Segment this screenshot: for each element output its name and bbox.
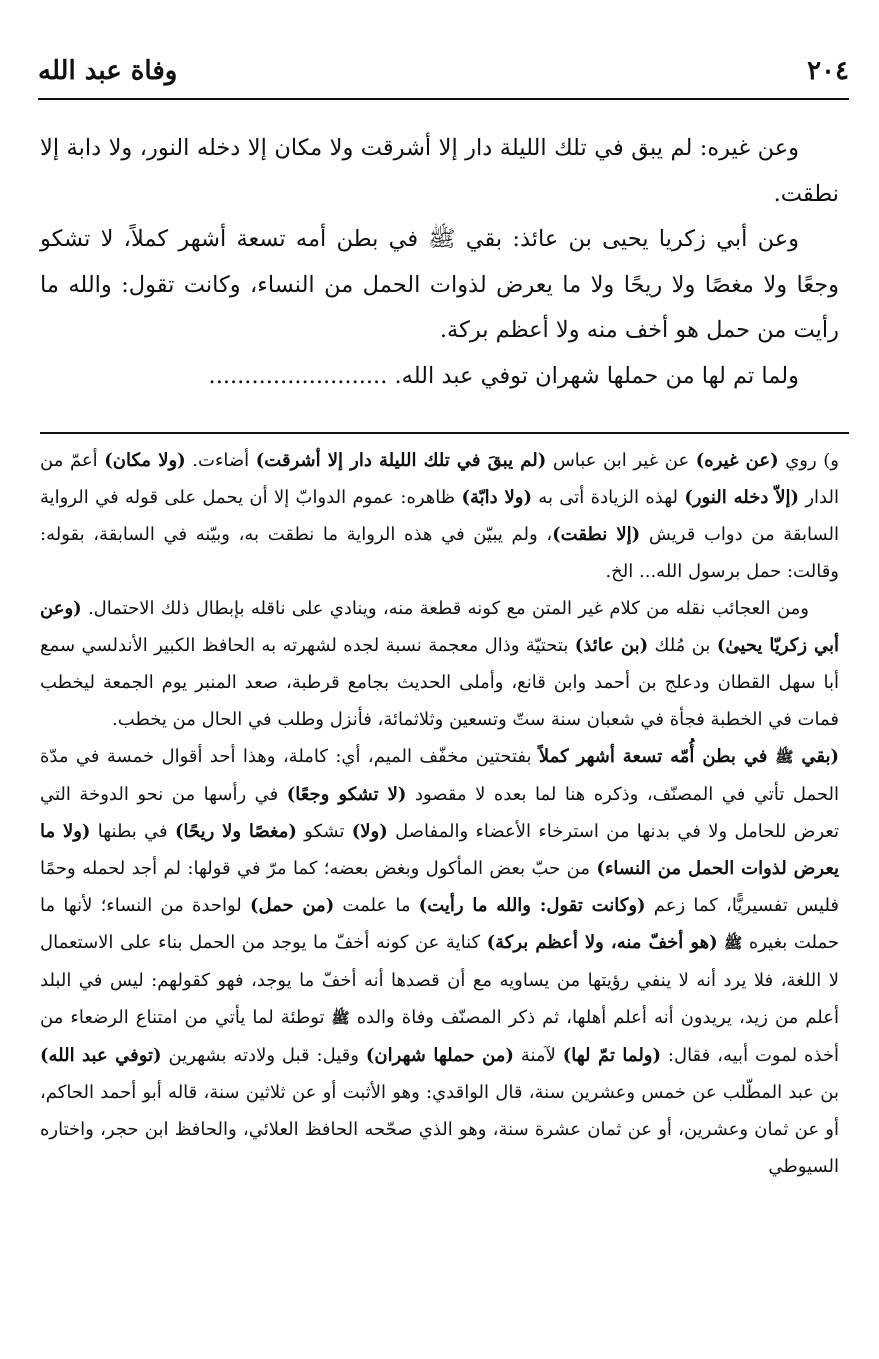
commentary-paragraph — [40, 442, 839, 590]
commentary-paragraph — [40, 738, 839, 1185]
quoted-phrase: (وعن أبي زكريّا يحيىٰ) — [40, 598, 839, 656]
quoted-phrase: (ولا) — [351, 821, 388, 842]
running-title: وفاة عبد الله — [38, 56, 178, 86]
commentary-text: في رأسها من نحو الدوخة التي تعرض للحامل ولا في بدنها من استرخاء الأعضاء والمفاصل — [40, 784, 839, 842]
commentary-text: وقيل: قبل ولادته بشهرين — [161, 1045, 366, 1066]
commentary-text: أضاءت. — [185, 450, 256, 471]
quoted-phrase: (وكانت تقول: والله ما رأيت) — [418, 895, 646, 916]
commentary-paragraph — [40, 590, 839, 738]
quoted-phrase: (ولما تمّ لها) — [562, 1045, 662, 1066]
quoted-phrase: (من حمل) — [249, 895, 335, 916]
salla-ligature: ﷺ — [775, 748, 794, 766]
main-text-paragraph: وعن غيره: لم يبق في تلك الليلة دار إلا أشرقت ولا مكان إلا دخله النور، ولا دابة إلا نطقت. — [40, 135, 839, 207]
quoted-phrase: (إلا نطقت) — [552, 524, 641, 545]
main-text-paragraph: ولما تم لها من حملها شهران توفي عبد الله. ......................... — [208, 362, 799, 389]
quoted-phrase: (ولا دابّة) — [461, 487, 532, 508]
commentary — [40, 442, 839, 1185]
commentary-text: ، ولم يبيّن في هذه الرواية ما نطقت به، وبيّنه في السابقة، بقوله: وقالت: حمل برسول الله... الخ. — [40, 524, 839, 582]
salla-ligature: ﷺ — [331, 1009, 350, 1027]
commentary-text: ظاهره: عموم الدوابّ إلا أن يحمل على قوله في الرواية السابقة من دواب قريش — [40, 487, 840, 545]
quoted-phrase: (إلاّ دخله النور) — [684, 487, 800, 508]
commentary-text: تشكو — [296, 821, 352, 842]
commentary-text: ما علمت — [334, 895, 419, 916]
page-number: ٢٠٤ — [807, 56, 849, 86]
commentary-text: بن عبد المطّلب عن خمس وعشرين سنة، قال الواقدي: وهو الأثبت أو عن ثلاثين سنة، قاله أبو أحمد الحاكم، أو عن ثمان وعشرين، أو عن ثمان عشرة سنة، وهو الذي صحّحه الحافظ العلائي، والحافظ ابن حجر، واختاره السيوطي — [40, 1082, 839, 1177]
quoted-phrase: (مغصًا ولا ريحًا) — [174, 821, 297, 842]
quoted-phrase: (لا تشكو وجعًا) — [286, 784, 407, 805]
commentary-text: في بطنها — [90, 821, 175, 842]
commentary-text: لواحدة من النساء؛ لأنها ما حملت بغيره — [40, 895, 839, 953]
quoted-phrase: (لم يبقَ في تلك الليلة دار إلا أشرقت) — [255, 450, 547, 471]
main-text — [40, 126, 839, 399]
commentary-text: كناية عن كونه أخفّ ما يوجد من الحمل بناء على الاستعمال لا اللغة، فلا يرد أنه لا ينفي رؤيتها من يساويه مع أن قصدها أنه أخفّ ما يوجد، فهو كقولهم: ليس في البلد أعلم من زيد، يريدون أنه أعلم أهلها، ثم ذكر المصنّف وفاة والده — [40, 932, 840, 1028]
salla-ligature: ﷺ — [724, 934, 743, 952]
quoted-phrase: (بقي — [793, 746, 840, 767]
page-header — [38, 52, 849, 100]
quoted-phrase: (ولا مكان) — [104, 450, 186, 471]
commentary-text: بن مُلك — [648, 635, 717, 656]
quoted-phrase: (ولا ما يعرض لذوات الحمل من النساء) — [40, 821, 840, 879]
quoted-phrase: (هو أخفّ منه، ولا أعظم بركة) — [486, 932, 718, 953]
commentary-text: لهذه الزيادة أتى به — [531, 487, 685, 508]
quoted-phrase: (من حملها شهران) — [365, 1045, 514, 1066]
commentary-text: من حبّ بعض المأكول وبغض بعضه؛ كما مرّ في قولها: لم أجد لحمله وحمًا فليس تفسيريًّا، كما زعم — [40, 858, 840, 916]
commentary-text: عن غير ابن عباس — [546, 450, 696, 471]
commentary-text: و) روي — [778, 450, 839, 471]
commentary-text: بتحتيّة وذال معجمة نسبة لجده لشهرته به الحافظ الكبير الأندلسي سمع أبا سهل القطان ودعلج بن أحمد وابن قانع، وأملى الحديث بجامع قرطبة، صعد المنبر يوم الجمعة ليخطب فمات في الخطبة فجأة في شعبان سنة ستّ وتسعين وثلاثمائة، فأنزل وطلب في الحال من يخطب. — [40, 635, 839, 730]
commentary-text: توطئة لما يأتي من امتناع الرضعاء من أخذه لموت أبيه، فقال: — [40, 1007, 840, 1066]
commentary-text: لآمنة — [513, 1045, 563, 1066]
text-commentary-divider — [40, 432, 849, 434]
commentary-text: أعمّ من الدار — [40, 450, 839, 508]
quoted-phrase: (بن عائذ) — [574, 635, 649, 656]
commentary-text: بفتحتين مخفّف الميم، أي: كاملة، وهذا أحد أقوال خمسة في مدّة الحمل تأتي في المصنّف، وذكره هنا لما بعده لا مقصود — [40, 746, 840, 805]
quoted-phrase: (توفي عبد الله) — [40, 1045, 162, 1066]
commentary-text: ومن العجائب نقله من كلام غير المتن مع كونه قطعة منه، وينادي على ناقله بإبطال ذلك الاحتمال. — [81, 598, 809, 619]
main-text-paragraph: وعن أبي زكريا يحيى بن عائذ: بقي ﷺ في بطن أمه تسعة أشهر كملاً، لا تشكو وجعًا ولا مغصًا ولا ريحًا ولا ما يعرض لذوات الحمل من النساء، وكانت تقول: والله ما رأيت من حمل هو أخف منه ولا أعظم بركة. — [40, 226, 839, 343]
quoted-phrase: في بطن أُمّه تسعة أشهر كملاً — [538, 746, 776, 767]
quoted-phrase: (عن غيره) — [695, 450, 779, 471]
